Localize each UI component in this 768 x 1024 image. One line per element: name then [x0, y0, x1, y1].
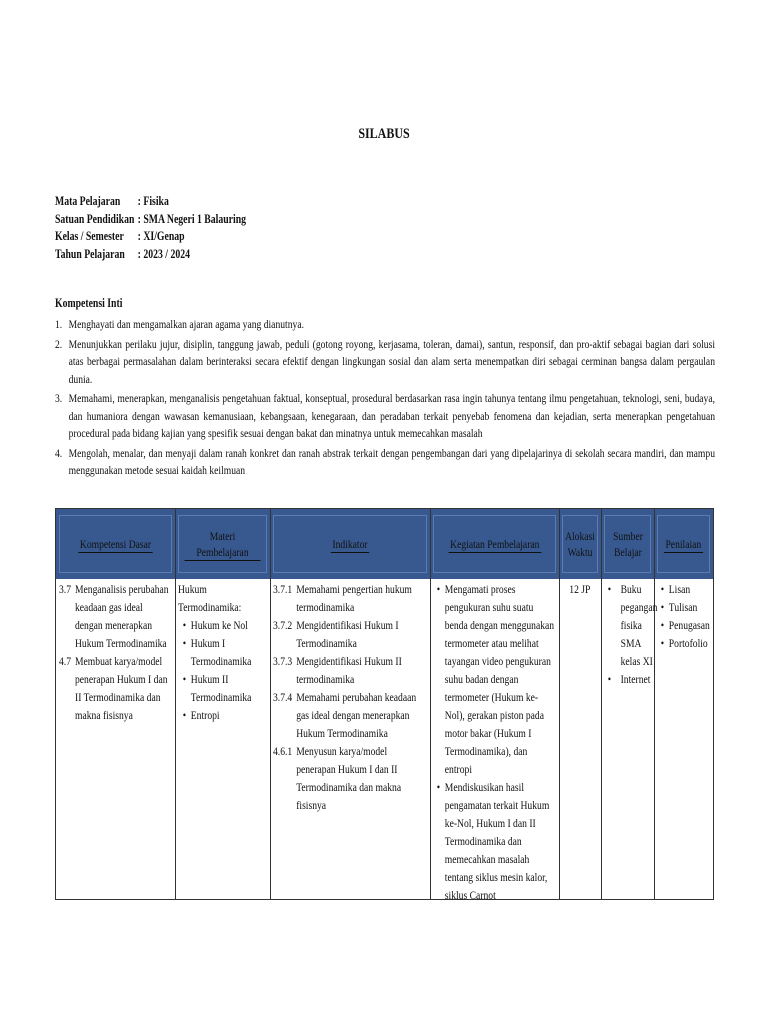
- bullet-icon: •: [182, 636, 187, 650]
- indikator-text: Mengidentifikasi Hukum I Termodinamika: [296, 618, 399, 650]
- column-indikator: [270, 509, 431, 899]
- cell-kegiatan: [432, 580, 557, 904]
- list-item: [656, 634, 714, 652]
- cell-indikator: [273, 580, 427, 814]
- list-item: [55, 316, 715, 334]
- list-item: [656, 616, 714, 634]
- meta-value: : XI/Genap: [137, 229, 185, 243]
- list-text: Mendiskusikan hasil pengamatan terkait Hukum ke-Nol, Hukum I dan II Termodinamika dan memecahkan masalah tentang siklus mesin kalor, siklus Carnot: [444, 780, 550, 902]
- bullet-icon: •: [660, 582, 665, 596]
- meta-value: : Fisika: [137, 194, 169, 208]
- header-cell: [175, 509, 270, 579]
- meta-value: : SMA Negeri 1 Balauring: [137, 211, 247, 226]
- list-number: 2.: [55, 336, 63, 351]
- list-text: Hukum II Termodinamika: [190, 672, 252, 704]
- kd-text: Menganalisis perubahan keadaan gas ideal dengan menerapkan Hukum Termodinamika: [75, 582, 169, 650]
- kd-item: [59, 580, 171, 652]
- list-text: Mengolah, menalar, dan menyaji dalam ranah konkret dan ranah abstrak terkait dengan pengembangan dari yang dipelajarinya di sekolah secara mandiri, dan mampu menggunakan metode sesuai kaidah keilmuan: [68, 445, 716, 477]
- kd-number: 4.7: [59, 654, 71, 668]
- bullet-icon: •: [182, 618, 187, 632]
- list-text: Buku pegangan fisika SMA kelas XI: [620, 582, 658, 668]
- indikator-number: 4.6.1: [273, 744, 293, 758]
- meta-label: Kelas / Semester: [55, 229, 124, 243]
- list-text: Internet: [620, 672, 651, 686]
- sumber-list: [603, 580, 658, 688]
- materi-list: [178, 616, 268, 724]
- cell-materi: [178, 580, 268, 724]
- meta-label: Satuan Pendidikan: [55, 211, 135, 226]
- header-cell: [559, 509, 601, 579]
- meta-row-year: [55, 246, 246, 264]
- header-cell: [654, 509, 713, 579]
- list-text: Penugasan: [668, 618, 710, 632]
- bullet-icon: •: [182, 708, 187, 722]
- column-materi: [175, 509, 271, 899]
- indikator-text: Memahami pengertian hukum termodinamika: [296, 582, 412, 614]
- indikator-text: Menyusun karya/model penerapan Hukum I dan II Termodinamika dan makna fisisnya: [296, 744, 402, 812]
- bullet-icon: •: [436, 780, 441, 794]
- list-text: Lisan: [668, 582, 691, 596]
- header-indikator: Indikator: [332, 536, 368, 551]
- meta-value: : 2023 / 2024: [137, 246, 190, 261]
- column-kegiatan: [430, 509, 560, 902]
- indikator-text: Mengidentifikasi Hukum II termodinamika: [296, 654, 402, 686]
- bullet-icon: •: [660, 636, 665, 650]
- syllabus-table: [55, 508, 714, 900]
- list-number: 4.: [55, 445, 63, 460]
- list-text: Entropi: [190, 708, 220, 722]
- column-sumber: [601, 509, 658, 899]
- list-text: Hukum I Termodinamika: [190, 636, 252, 668]
- cell-sumber: [603, 580, 658, 688]
- meta-row-school: [55, 211, 246, 229]
- header-kompetensi-dasar: Kompetensi Dasar: [79, 536, 152, 551]
- list-item: [178, 706, 268, 724]
- list-item: [432, 580, 557, 778]
- materi-title: Hukum Termodinamika:: [178, 582, 242, 614]
- indikator-number: 3.7.4: [273, 690, 293, 704]
- kegiatan-list: [432, 580, 557, 904]
- meta-label: Mata Pelajaran: [55, 194, 121, 208]
- bullet-icon: •: [660, 618, 665, 632]
- indikator-item: [273, 742, 427, 814]
- list-item: [603, 580, 658, 670]
- document-title: SILABUS: [358, 126, 410, 142]
- list-text: Mengamati proses pengukuran suhu suatu benda dengan menggunakan termometer atau melihat tayangan video pengukuran suhu badan dengan termometer (Hukum ke-Nol), gerakan piston pada motor bakar (Hukum I Termodinamika), dan entropi: [444, 582, 555, 776]
- cell-kompetensi-dasar: [59, 580, 171, 724]
- list-item: [603, 670, 653, 688]
- indikator-item: [273, 580, 427, 616]
- meta-row-subject: [55, 193, 246, 211]
- kd-number: 3.7: [59, 582, 71, 596]
- indikator-text: Memahami perubahan keadaan gas ideal dengan menerapkan Hukum Termodinamika: [296, 690, 417, 740]
- bullet-icon: •: [607, 672, 612, 686]
- list-item: [656, 580, 714, 598]
- column-alokasi: [559, 509, 602, 899]
- list-text: Menunjukkan perilaku jujur, disiplin, tanggung jawab, peduli (gotong royong, kerjasama, toleran, damai), santun, responsif, dan pro-aktif sebagai bagian dari solusi atas berbagai permasalahan dalam berinteraksi secara efektif dengan lingkungan sosial dan alam serta menempatkan diri sebagai cerminan bangsa dalam pergaulan dunia.: [68, 336, 716, 386]
- header-cell: [270, 509, 430, 579]
- course-info: [55, 193, 246, 263]
- list-text: Memahami, menerapkan, menganalisis pengetahuan faktual, konseptual, prosedural berdasarkan rasa ingin tahunya tentang ilmu pengetahuan, teknologi, seni, budaya, dan humaniora dengan wawasan kemanusiaan, kebangsaan, kenegaraan, dan peradaban terkait penyebab fenomena dan kejadian, serta menerapkan pengetahuan procedural pada bidang kajian yang spesifik sesuai dengan bakat dan minatnya untuk memecahkan masalah: [68, 391, 716, 440]
- list-number: 1.: [55, 317, 63, 331]
- list-item: [178, 616, 268, 634]
- header-cell: [601, 509, 654, 579]
- bullet-icon: •: [436, 582, 441, 596]
- column-penilaian: [654, 509, 713, 899]
- header-cell: [430, 509, 559, 579]
- list-item: [55, 445, 715, 480]
- bullet-icon: •: [182, 672, 187, 686]
- meta-row-class: [55, 228, 246, 246]
- list-item: [178, 634, 268, 670]
- header-alokasi: Alokasi Waktu: [565, 529, 595, 559]
- header-cell: [56, 509, 175, 579]
- indikator-item: [273, 652, 427, 688]
- column-kompetensi-dasar: [56, 509, 176, 899]
- list-item: [55, 390, 715, 443]
- header-penilaian: Penilaian: [665, 536, 702, 551]
- list-text: Portofolio: [668, 636, 708, 650]
- kd-text: Membuat karya/model penerapan Hukum I dan II Termodinamika dan makna fisisnya: [75, 654, 168, 722]
- cell-alokasi: 12 JP: [569, 582, 591, 596]
- kd-item: [59, 652, 171, 724]
- indikator-item: [273, 688, 427, 742]
- header-kegiatan: Kegiatan Pembelajaran: [449, 536, 540, 551]
- list-number: 3.: [55, 391, 63, 405]
- indikator-number: 3.7.3: [273, 654, 293, 668]
- list-item: [432, 778, 557, 904]
- list-text: Menghayati dan mengamalkan ajaran agama yang dianutnya.: [68, 317, 304, 331]
- list-text: Hukum ke Nol: [190, 618, 248, 632]
- indikator-number: 3.7.1: [273, 582, 293, 596]
- meta-label: Tahun Pelajaran: [55, 246, 125, 261]
- indikator-item: [273, 616, 427, 652]
- list-text: Tulisan: [668, 600, 698, 614]
- kompetensi-inti-heading: Kompetensi Inti: [55, 296, 123, 310]
- header-sumber: Sumber Belajar: [612, 529, 643, 559]
- list-item: [178, 670, 268, 706]
- penilaian-list: [656, 580, 714, 652]
- bullet-icon: •: [660, 600, 665, 614]
- cell-penilaian: [656, 580, 714, 652]
- list-item: [55, 336, 715, 389]
- kompetensi-inti-list: [55, 316, 715, 482]
- header-materi: Materi Pembelajaran: [185, 528, 261, 561]
- indikator-number: 3.7.2: [273, 618, 293, 632]
- bullet-icon: •: [607, 582, 612, 596]
- list-item: [656, 598, 714, 616]
